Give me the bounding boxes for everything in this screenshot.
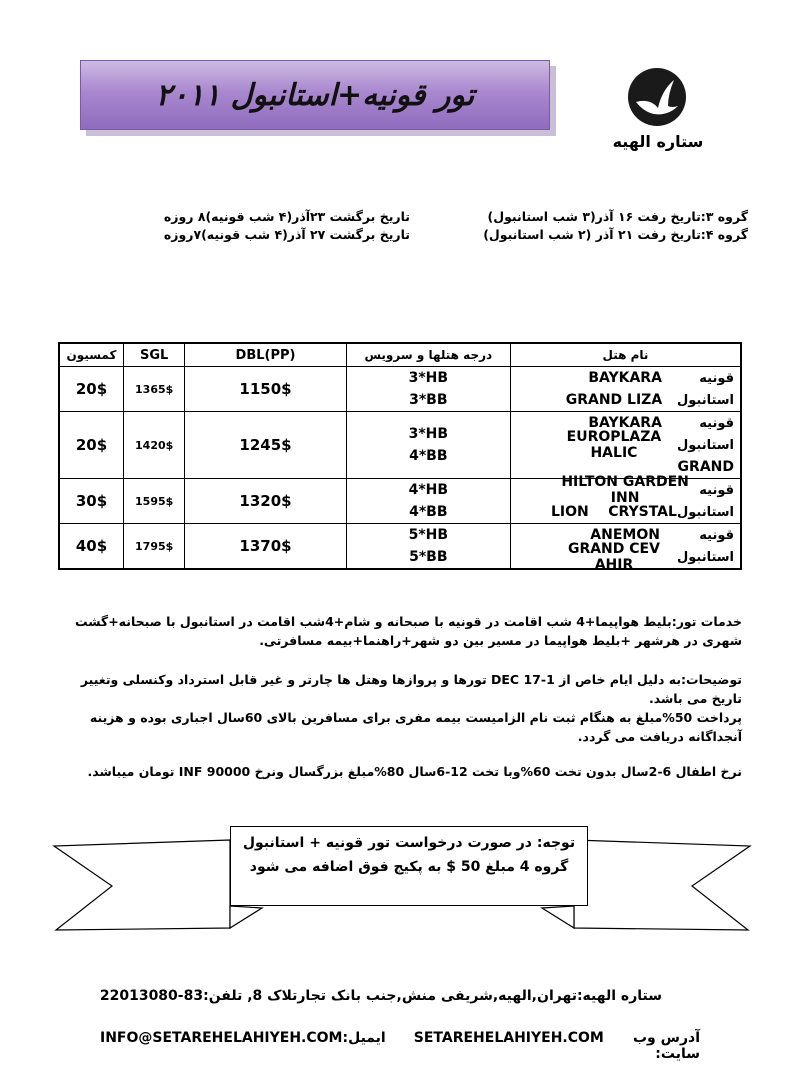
grade-line: 5*BB <box>409 549 448 565</box>
hotels-table <box>58 342 742 573</box>
footer-contact <box>100 1030 700 1062</box>
grade-line: 3*BB <box>409 392 448 408</box>
children-note: نرخ اطفال 6-2سال بدون تخت 60%وبا تخت 12-6سال 80%مبلغ بزرگسال ونرخ INF 90000 تومان میباشد. <box>87 764 742 779</box>
commission-cell: 40$ <box>59 524 124 570</box>
table-header-row <box>59 343 741 367</box>
group4-return: تاریخ برگشت ۲۷ آذر(۴ شب قونیه)۷روزه <box>163 227 410 242</box>
group-dates-return <box>110 208 410 244</box>
hotel-name: BAYKARA <box>588 370 662 386</box>
sgl-cell: 1365$ <box>124 367 185 412</box>
ribbon-line-1: توجه: در صورت درخواست تور قونیه + استانبول <box>242 835 576 851</box>
city-name: استانبول <box>676 504 734 520</box>
table-row <box>59 367 741 412</box>
city-name: قونیه <box>699 527 734 543</box>
city-name: استانبول <box>676 392 734 408</box>
grade-cell <box>346 412 510 479</box>
hotel-cell <box>510 474 741 524</box>
grade-cell <box>346 367 510 412</box>
commission-cell: 20$ <box>59 412 124 479</box>
footer-address: ستاره الهیه:تهران,الهیه,شریفی منش,جنب بانک تجارتلاک 8, تلفن:83-22013080 <box>99 988 662 1004</box>
email-label: ایمیل: <box>342 1030 386 1046</box>
website-label: آدرس وب سایت: <box>632 1030 700 1062</box>
grade-cell <box>346 524 510 570</box>
table-row <box>59 479 741 524</box>
dbl-cell: 1370$ <box>185 524 346 570</box>
ribbon-left-fold <box>230 906 262 928</box>
dbl-cell: 1320$ <box>185 479 346 524</box>
grade-line: 4*BB <box>409 504 448 520</box>
hotel-name: GRAND <box>677 459 734 475</box>
bird-logo-icon <box>628 68 686 126</box>
group3-depart: گروه ۳:تاریخ رفت ۱۶ آذر(۳ شب استانبول) <box>487 209 748 224</box>
ribbon-left-tail <box>54 840 230 930</box>
city-name: استانبول <box>676 549 734 565</box>
hotel-name: GRAND CEV AHIR <box>567 541 660 573</box>
grade-line: 4*BB <box>409 448 448 464</box>
website-link[interactable]: SETAREHELAHIYEH.COM <box>413 1030 604 1046</box>
hotel-cell <box>510 524 741 573</box>
grade-line: 5*HB <box>408 527 449 543</box>
hotel-name: LION CRYSTAL <box>550 504 677 520</box>
city-name: قونیه <box>699 482 734 498</box>
table-row <box>59 524 741 570</box>
grade-cell <box>346 479 510 524</box>
hotel-name: EUROPLAZA HALIC <box>566 429 662 461</box>
commission-cell: 20$ <box>59 367 124 412</box>
grade-line: 4*HB <box>408 482 449 498</box>
hotel-name: ANEMON <box>590 527 660 543</box>
title-banner <box>80 60 550 130</box>
sgl-cell: 1595$ <box>124 479 185 524</box>
dbl-cell: 1150$ <box>185 367 346 412</box>
header-commission: کمسیون <box>59 343 124 367</box>
ribbon-right-tail <box>574 840 750 930</box>
services-note: خدمات تور:بلیط هواپیما+4 شب اقامت در قونیه با صبحانه و شام+4شب اقامت در استانبول با صبحانه+گشت شهری در هرشهر +بلیط هواپیما در مسیر بین دو شهر+راهنما+بیمه مسافرتی. <box>74 614 742 648</box>
payment-note: پرداخت 50%مبلغ به هنگام ثبت نام الزامیست بیمه مفری برای مسافرین بالای 60سال اجباری بوده و هزینه آنجداگانه دریافت می گردد. <box>89 710 742 744</box>
hotel-cell <box>510 412 741 479</box>
city-name: قونیه <box>699 370 734 386</box>
page-title: تور قونیه+استانبول ۲۰۱۱ <box>155 77 475 113</box>
city-name: قونیه <box>699 415 734 431</box>
group3-return: تاریخ برگشت ۲۳آذر(۴ شب قونیه)۸ روزه <box>163 209 410 224</box>
grade-line: 3*HB <box>408 370 449 386</box>
group-dates-depart <box>458 208 748 244</box>
hotel-name: GRAND LIZA <box>565 392 663 408</box>
header-dbl: DBL(PP) <box>185 343 346 367</box>
hotel-name: BAYKARA <box>588 415 662 431</box>
grade-line: 3*HB <box>408 426 449 442</box>
explanation-note: توضیحات:به دلیل ایام خاص از 1-17 DEC تورها و پروازها وهتل ها چارتر و غیر قابل استرداد وکنسلی وتغییر تاریخ می باشد. <box>80 672 742 706</box>
header-sgl: SGL <box>124 343 185 367</box>
ribbon-line-2: گروه 4 مبلغ 50 $ به پکیج فوق اضافه می شود <box>249 859 569 875</box>
ribbon-right-fold <box>542 906 574 928</box>
group4-depart: گروه ۴:تاریخ رفت ۲۱ آذر (۲ شب استانبول) <box>483 227 748 242</box>
logo-name: ستاره الهیه <box>612 132 704 151</box>
table-row <box>59 412 741 479</box>
sgl-cell: 1795$ <box>124 524 185 570</box>
commission-cell: 30$ <box>59 479 124 524</box>
city-name: استانبول <box>676 437 734 453</box>
hotel-name: HILTON GARDEN INN <box>561 474 689 506</box>
header-grade: درجه هتلها و سرویس <box>346 343 510 367</box>
bird-logo-graphic <box>628 68 686 126</box>
email-link[interactable]: INFO@SETAREHELAHIYEH.COM <box>100 1030 343 1046</box>
hotel-cell <box>510 367 741 412</box>
header-hotel: نام هتل <box>510 343 741 367</box>
dbl-cell: 1245$ <box>185 412 346 479</box>
ribbon-notice <box>230 826 588 906</box>
sgl-cell: 1420$ <box>124 412 185 479</box>
